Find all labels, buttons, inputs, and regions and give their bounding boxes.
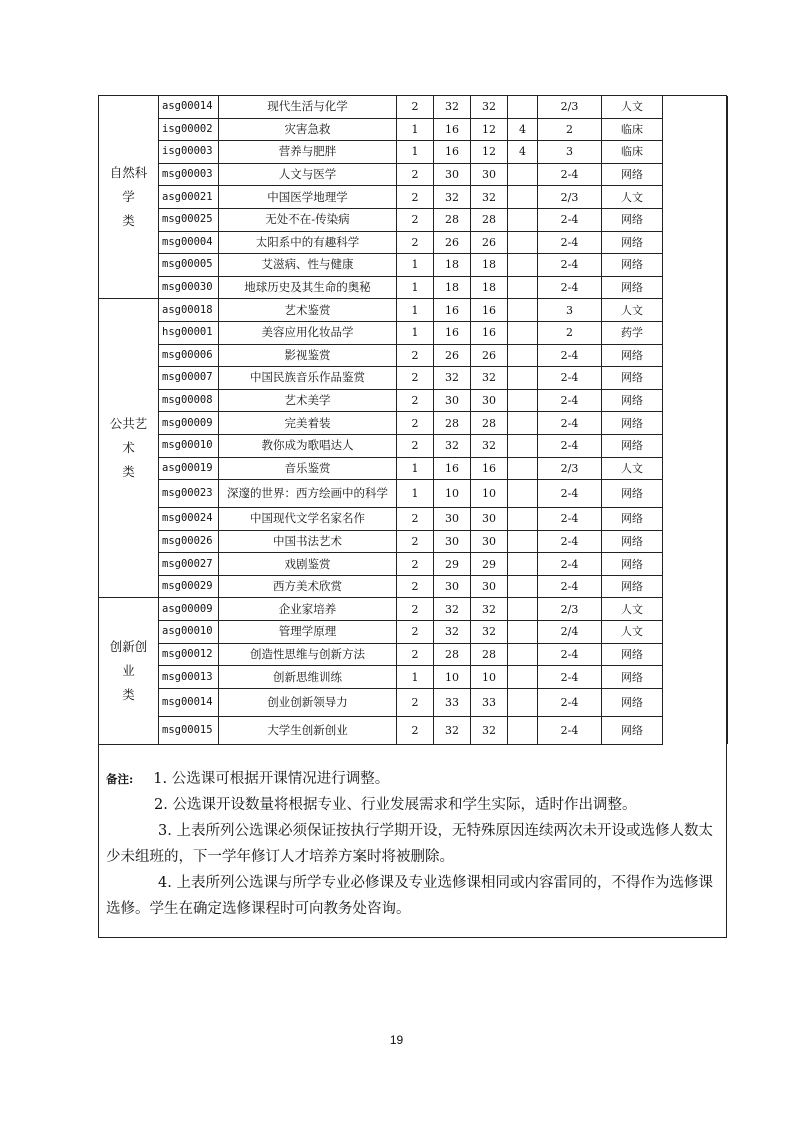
course-code-cell: msg00007 xyxy=(159,367,219,390)
course-name-cell: 现代生活与化学 xyxy=(219,96,397,119)
practice-hours-cell xyxy=(508,208,538,231)
course-type-cell: 网络 xyxy=(602,276,663,299)
course-code-cell: msg00013 xyxy=(159,666,219,689)
course-type-cell: 临床 xyxy=(602,118,663,141)
course-type-cell: 网络 xyxy=(602,412,663,435)
credit-cell: 1 xyxy=(397,457,434,480)
lecture-hours-cell: 32 xyxy=(471,434,508,457)
course-type-cell: 人文 xyxy=(602,186,663,209)
course-code-cell: msg00008 xyxy=(159,389,219,412)
credit-cell: 1 xyxy=(397,254,434,277)
term-cell: 3 xyxy=(538,141,602,164)
note-1-text: 1. 公选课可根据开课情况进行调整。 xyxy=(153,771,390,787)
practice-hours-cell: 4 xyxy=(508,118,538,141)
course-type-cell: 人文 xyxy=(602,598,663,621)
practice-hours-cell xyxy=(508,231,538,254)
credit-cell: 2 xyxy=(397,186,434,209)
table-row xyxy=(99,553,728,576)
term-cell: 2-4 xyxy=(538,389,602,412)
table-body xyxy=(99,96,728,745)
term-cell: 2/3 xyxy=(538,598,602,621)
course-code-cell: asg00018 xyxy=(159,299,219,322)
total-hours-cell: 32 xyxy=(434,598,471,621)
total-hours-cell: 32 xyxy=(434,716,471,744)
total-hours-cell: 10 xyxy=(434,480,471,508)
lecture-hours-cell: 32 xyxy=(471,716,508,744)
lecture-hours-cell: 18 xyxy=(471,254,508,277)
lecture-hours-cell: 32 xyxy=(471,621,508,644)
practice-hours-cell xyxy=(508,480,538,508)
course-type-cell: 网络 xyxy=(602,508,663,531)
total-hours-cell: 16 xyxy=(434,299,471,322)
course-name-cell: 创业创新领导力 xyxy=(219,688,397,716)
notes-section xyxy=(106,766,718,922)
lecture-hours-cell: 26 xyxy=(471,344,508,367)
total-hours-cell: 33 xyxy=(434,688,471,716)
credit-cell: 1 xyxy=(397,276,434,299)
course-code-cell: asg00009 xyxy=(159,598,219,621)
remarks-cell xyxy=(663,530,728,553)
table-row xyxy=(99,621,728,644)
remarks-cell xyxy=(663,118,728,141)
total-hours-cell: 32 xyxy=(434,621,471,644)
course-type-cell: 药学 xyxy=(602,321,663,344)
total-hours-cell: 16 xyxy=(434,141,471,164)
credit-cell: 2 xyxy=(397,208,434,231)
credit-cell: 1 xyxy=(397,299,434,322)
practice-hours-cell xyxy=(508,688,538,716)
remarks-cell xyxy=(663,480,728,508)
table-row xyxy=(99,716,728,744)
lecture-hours-cell: 12 xyxy=(471,118,508,141)
course-name-cell: 艺术美学 xyxy=(219,389,397,412)
remarks-cell xyxy=(663,434,728,457)
lecture-hours-cell: 32 xyxy=(471,186,508,209)
remarks-cell xyxy=(663,457,728,480)
notes-label: 备注: xyxy=(106,772,134,786)
course-code-cell: msg00030 xyxy=(159,276,219,299)
course-name-cell: 西方美术欣赏 xyxy=(219,575,397,598)
term-cell: 2-4 xyxy=(538,163,602,186)
remarks-cell xyxy=(663,553,728,576)
remarks-cell xyxy=(663,389,728,412)
remarks-cell xyxy=(663,254,728,277)
lecture-hours-cell: 32 xyxy=(471,598,508,621)
credit-cell: 2 xyxy=(397,367,434,390)
course-code-cell: asg00019 xyxy=(159,457,219,480)
note-4: 4. 上表所列公选课与所学专业必修课及专业选修课相同或内容雷同的，不得作为选修课选修。学生在确定选修课程时可向教务处咨询。 xyxy=(106,875,713,917)
remarks-cell xyxy=(663,367,728,390)
course-type-cell: 网络 xyxy=(602,389,663,412)
course-name-cell: 创造性思维与创新方法 xyxy=(219,643,397,666)
total-hours-cell: 30 xyxy=(434,389,471,412)
course-name-cell: 中国民族音乐作品鉴赏 xyxy=(219,367,397,390)
category-cell: 自然科学 类 xyxy=(99,96,159,299)
term-cell: 2-4 xyxy=(538,412,602,435)
course-code-cell: msg00005 xyxy=(159,254,219,277)
course-name-cell: 大学生创新创业 xyxy=(219,716,397,744)
course-type-cell: 网络 xyxy=(602,666,663,689)
course-name-cell: 艺术鉴赏 xyxy=(219,299,397,322)
total-hours-cell: 32 xyxy=(434,367,471,390)
table-row xyxy=(99,457,728,480)
course-name-cell: 管理学原理 xyxy=(219,621,397,644)
course-code-cell: msg00014 xyxy=(159,688,219,716)
course-code-cell: msg00025 xyxy=(159,208,219,231)
lecture-hours-cell: 30 xyxy=(471,389,508,412)
term-cell: 3 xyxy=(538,299,602,322)
practice-hours-cell xyxy=(508,186,538,209)
table-row xyxy=(99,118,728,141)
total-hours-cell: 30 xyxy=(434,508,471,531)
table-row xyxy=(99,276,728,299)
course-type-cell: 网络 xyxy=(602,716,663,744)
lecture-hours-cell: 33 xyxy=(471,688,508,716)
course-code-cell: hsg00001 xyxy=(159,321,219,344)
course-code-cell: msg00023 xyxy=(159,480,219,508)
table-row xyxy=(99,321,728,344)
course-type-cell: 网络 xyxy=(602,163,663,186)
course-code-cell: msg00029 xyxy=(159,575,219,598)
course-code-cell: asg00014 xyxy=(159,96,219,119)
practice-hours-cell xyxy=(508,621,538,644)
practice-hours-cell xyxy=(508,575,538,598)
credit-cell: 2 xyxy=(397,621,434,644)
course-name-cell: 企业家培养 xyxy=(219,598,397,621)
remarks-cell xyxy=(663,643,728,666)
course-code-cell: asg00010 xyxy=(159,621,219,644)
remarks-cell xyxy=(663,208,728,231)
practice-hours-cell xyxy=(508,434,538,457)
course-type-cell: 网络 xyxy=(602,480,663,508)
term-cell: 2/4 xyxy=(538,621,602,644)
term-cell: 2-4 xyxy=(538,508,602,531)
course-name-cell: 人文与医学 xyxy=(219,163,397,186)
course-name-cell: 美容应用化妆品学 xyxy=(219,321,397,344)
total-hours-cell: 16 xyxy=(434,321,471,344)
remarks-cell xyxy=(663,508,728,531)
note-2: 2. 公选课开设数量将根据专业、行业发展需求和学生实际，适时作出调整。 xyxy=(154,797,637,813)
remarks-cell xyxy=(663,716,728,744)
remarks-cell xyxy=(663,276,728,299)
total-hours-cell: 16 xyxy=(434,457,471,480)
lecture-hours-cell: 10 xyxy=(471,666,508,689)
practice-hours-cell xyxy=(508,96,538,119)
remarks-cell xyxy=(663,688,728,716)
course-name-cell: 艾滋病、性与健康 xyxy=(219,254,397,277)
category-cell: 公共艺术 类 xyxy=(99,299,159,598)
term-cell: 2/3 xyxy=(538,96,602,119)
page-number: 19 xyxy=(389,1033,404,1047)
total-hours-cell: 30 xyxy=(434,163,471,186)
course-name-cell: 创新思维训练 xyxy=(219,666,397,689)
lecture-hours-cell: 16 xyxy=(471,457,508,480)
course-code-cell: msg00026 xyxy=(159,530,219,553)
total-hours-cell: 28 xyxy=(434,643,471,666)
course-name-cell: 中国医学地理学 xyxy=(219,186,397,209)
term-cell: 2-4 xyxy=(538,716,602,744)
course-type-cell: 网络 xyxy=(602,643,663,666)
credit-cell: 2 xyxy=(397,598,434,621)
course-type-cell: 人文 xyxy=(602,621,663,644)
total-hours-cell: 30 xyxy=(434,530,471,553)
total-hours-cell: 32 xyxy=(434,434,471,457)
credit-cell: 1 xyxy=(397,321,434,344)
term-cell: 2-4 xyxy=(538,688,602,716)
credit-cell: 2 xyxy=(397,434,434,457)
practice-hours-cell xyxy=(508,163,538,186)
course-type-cell: 网络 xyxy=(602,208,663,231)
term-cell: 2/3 xyxy=(538,186,602,209)
remarks-cell xyxy=(663,344,728,367)
term-cell: 2 xyxy=(538,321,602,344)
term-cell: 2-4 xyxy=(538,276,602,299)
course-name-cell: 戏剧鉴赏 xyxy=(219,553,397,576)
course-name-cell: 教你成为歌唱达人 xyxy=(219,434,397,457)
credit-cell: 1 xyxy=(397,480,434,508)
course-type-cell: 人文 xyxy=(602,96,663,119)
total-hours-cell: 28 xyxy=(434,412,471,435)
course-type-cell: 网络 xyxy=(602,530,663,553)
table-row xyxy=(99,389,728,412)
practice-hours-cell xyxy=(508,321,538,344)
practice-hours-cell xyxy=(508,367,538,390)
course-name-cell: 营养与肥胖 xyxy=(219,141,397,164)
term-cell: 2-4 xyxy=(538,367,602,390)
lecture-hours-cell: 28 xyxy=(471,643,508,666)
table-row xyxy=(99,299,728,322)
credit-cell: 2 xyxy=(397,412,434,435)
practice-hours-cell xyxy=(508,553,538,576)
practice-hours-cell xyxy=(508,598,538,621)
remarks-cell xyxy=(663,575,728,598)
practice-hours-cell xyxy=(508,412,538,435)
remarks-cell xyxy=(663,598,728,621)
course-name-cell: 影视鉴赏 xyxy=(219,344,397,367)
credit-cell: 2 xyxy=(397,575,434,598)
table-row xyxy=(99,666,728,689)
practice-hours-cell xyxy=(508,666,538,689)
course-code-cell: msg00027 xyxy=(159,553,219,576)
course-type-cell: 网络 xyxy=(602,367,663,390)
credit-cell: 1 xyxy=(397,666,434,689)
practice-hours-cell xyxy=(508,508,538,531)
course-type-cell: 网络 xyxy=(602,254,663,277)
practice-hours-cell xyxy=(508,344,538,367)
table-row xyxy=(99,254,728,277)
lecture-hours-cell: 30 xyxy=(471,575,508,598)
course-type-cell: 网络 xyxy=(602,688,663,716)
lecture-hours-cell: 28 xyxy=(471,412,508,435)
term-cell: 2 xyxy=(538,118,602,141)
credit-cell: 2 xyxy=(397,716,434,744)
table-row xyxy=(99,96,728,119)
practice-hours-cell xyxy=(508,389,538,412)
course-code-cell: msg00004 xyxy=(159,231,219,254)
lecture-hours-cell: 29 xyxy=(471,553,508,576)
credit-cell: 2 xyxy=(397,508,434,531)
term-cell: 2-4 xyxy=(538,666,602,689)
term-cell: 2-4 xyxy=(538,643,602,666)
table-row xyxy=(99,530,728,553)
table-row xyxy=(99,344,728,367)
remarks-cell xyxy=(663,666,728,689)
table-row xyxy=(99,508,728,531)
total-hours-cell: 16 xyxy=(434,118,471,141)
lecture-hours-cell: 32 xyxy=(471,96,508,119)
lecture-hours-cell: 30 xyxy=(471,508,508,531)
lecture-hours-cell: 10 xyxy=(471,480,508,508)
term-cell: 2-4 xyxy=(538,480,602,508)
course-code-cell: msg00003 xyxy=(159,163,219,186)
term-cell: 2-4 xyxy=(538,231,602,254)
course-type-cell: 临床 xyxy=(602,141,663,164)
remarks-cell xyxy=(663,163,728,186)
course-name-cell: 无处不在-传染病 xyxy=(219,208,397,231)
remarks-cell xyxy=(663,231,728,254)
table-row xyxy=(99,186,728,209)
course-type-cell: 网络 xyxy=(602,344,663,367)
credit-cell: 2 xyxy=(397,530,434,553)
table-row xyxy=(99,163,728,186)
course-code-cell: msg00015 xyxy=(159,716,219,744)
course-type-cell: 网络 xyxy=(602,575,663,598)
total-hours-cell: 26 xyxy=(434,231,471,254)
course-name-cell: 完美着装 xyxy=(219,412,397,435)
course-type-cell: 人文 xyxy=(602,457,663,480)
note-1 xyxy=(106,766,718,792)
practice-hours-cell xyxy=(508,276,538,299)
course-code-cell: msg00012 xyxy=(159,643,219,666)
course-type-cell: 网络 xyxy=(602,434,663,457)
table-row xyxy=(99,367,728,390)
total-hours-cell: 32 xyxy=(434,96,471,119)
table-row xyxy=(99,575,728,598)
course-name-cell: 中国现代文学名家名作 xyxy=(219,508,397,531)
credit-cell: 2 xyxy=(397,163,434,186)
course-name-cell: 中国书法艺术 xyxy=(219,530,397,553)
table-row xyxy=(99,412,728,435)
course-name-cell: 灾害急救 xyxy=(219,118,397,141)
table-row xyxy=(99,208,728,231)
remarks-cell xyxy=(663,321,728,344)
lecture-hours-cell: 12 xyxy=(471,141,508,164)
practice-hours-cell xyxy=(508,716,538,744)
course-name-cell: 深邃的世界：西方绘画中的科学 xyxy=(219,480,397,508)
total-hours-cell: 10 xyxy=(434,666,471,689)
course-type-cell: 网络 xyxy=(602,231,663,254)
table-row xyxy=(99,598,728,621)
practice-hours-cell xyxy=(508,530,538,553)
course-code-cell: isg00003 xyxy=(159,141,219,164)
term-cell: 2-4 xyxy=(538,434,602,457)
lecture-hours-cell: 26 xyxy=(471,231,508,254)
course-code-cell: msg00024 xyxy=(159,508,219,531)
total-hours-cell: 32 xyxy=(434,186,471,209)
practice-hours-cell xyxy=(508,643,538,666)
lecture-hours-cell: 16 xyxy=(471,299,508,322)
credit-cell: 1 xyxy=(397,118,434,141)
course-code-cell: msg00006 xyxy=(159,344,219,367)
term-cell: 2-4 xyxy=(538,530,602,553)
remarks-cell xyxy=(663,141,728,164)
lecture-hours-cell: 28 xyxy=(471,208,508,231)
table-row xyxy=(99,231,728,254)
course-type-cell: 网络 xyxy=(602,553,663,576)
credit-cell: 2 xyxy=(397,96,434,119)
term-cell: 2-4 xyxy=(538,575,602,598)
course-code-cell: msg00009 xyxy=(159,412,219,435)
table-row xyxy=(99,688,728,716)
note-3: 3. 上表所列公选课必须保证按执行学期开设，无特殊原因连续两次未开设或选修人数太少未组班的，下一学年修订人才培养方案时将被删除。 xyxy=(106,823,713,865)
remarks-cell xyxy=(663,621,728,644)
term-cell: 2-4 xyxy=(538,553,602,576)
practice-hours-cell xyxy=(508,299,538,322)
term-cell: 2-4 xyxy=(538,344,602,367)
total-hours-cell: 29 xyxy=(434,553,471,576)
remarks-cell xyxy=(663,96,728,119)
total-hours-cell: 30 xyxy=(434,575,471,598)
course-name-cell: 太阳系中的有趣科学 xyxy=(219,231,397,254)
category-cell: 创新创业 类 xyxy=(99,598,159,744)
remarks-cell xyxy=(663,186,728,209)
term-cell: 2-4 xyxy=(538,208,602,231)
lecture-hours-cell: 18 xyxy=(471,276,508,299)
practice-hours-cell: 4 xyxy=(508,141,538,164)
total-hours-cell: 28 xyxy=(434,208,471,231)
table-row xyxy=(99,643,728,666)
course-code-cell: isg00002 xyxy=(159,118,219,141)
course-name-cell: 音乐鉴赏 xyxy=(219,457,397,480)
table-row xyxy=(99,434,728,457)
practice-hours-cell xyxy=(508,457,538,480)
table-row xyxy=(99,480,728,508)
term-cell: 2-4 xyxy=(538,254,602,277)
total-hours-cell: 26 xyxy=(434,344,471,367)
table-row xyxy=(99,141,728,164)
course-code-cell: msg00010 xyxy=(159,434,219,457)
remarks-cell xyxy=(663,412,728,435)
credit-cell: 2 xyxy=(397,553,434,576)
total-hours-cell: 18 xyxy=(434,254,471,277)
credit-cell: 1 xyxy=(397,141,434,164)
course-code-cell: asg00021 xyxy=(159,186,219,209)
lecture-hours-cell: 30 xyxy=(471,163,508,186)
credit-cell: 2 xyxy=(397,389,434,412)
lecture-hours-cell: 32 xyxy=(471,367,508,390)
credit-cell: 2 xyxy=(397,643,434,666)
total-hours-cell: 18 xyxy=(434,276,471,299)
lecture-hours-cell: 30 xyxy=(471,530,508,553)
credit-cell: 2 xyxy=(397,688,434,716)
practice-hours-cell xyxy=(508,254,538,277)
remarks-cell xyxy=(663,299,728,322)
term-cell: 2/3 xyxy=(538,457,602,480)
credit-cell: 2 xyxy=(397,344,434,367)
elective-course-table xyxy=(98,95,728,745)
course-name-cell: 地球历史及其生命的奥秘 xyxy=(219,276,397,299)
lecture-hours-cell: 16 xyxy=(471,321,508,344)
course-type-cell: 人文 xyxy=(602,299,663,322)
credit-cell: 2 xyxy=(397,231,434,254)
